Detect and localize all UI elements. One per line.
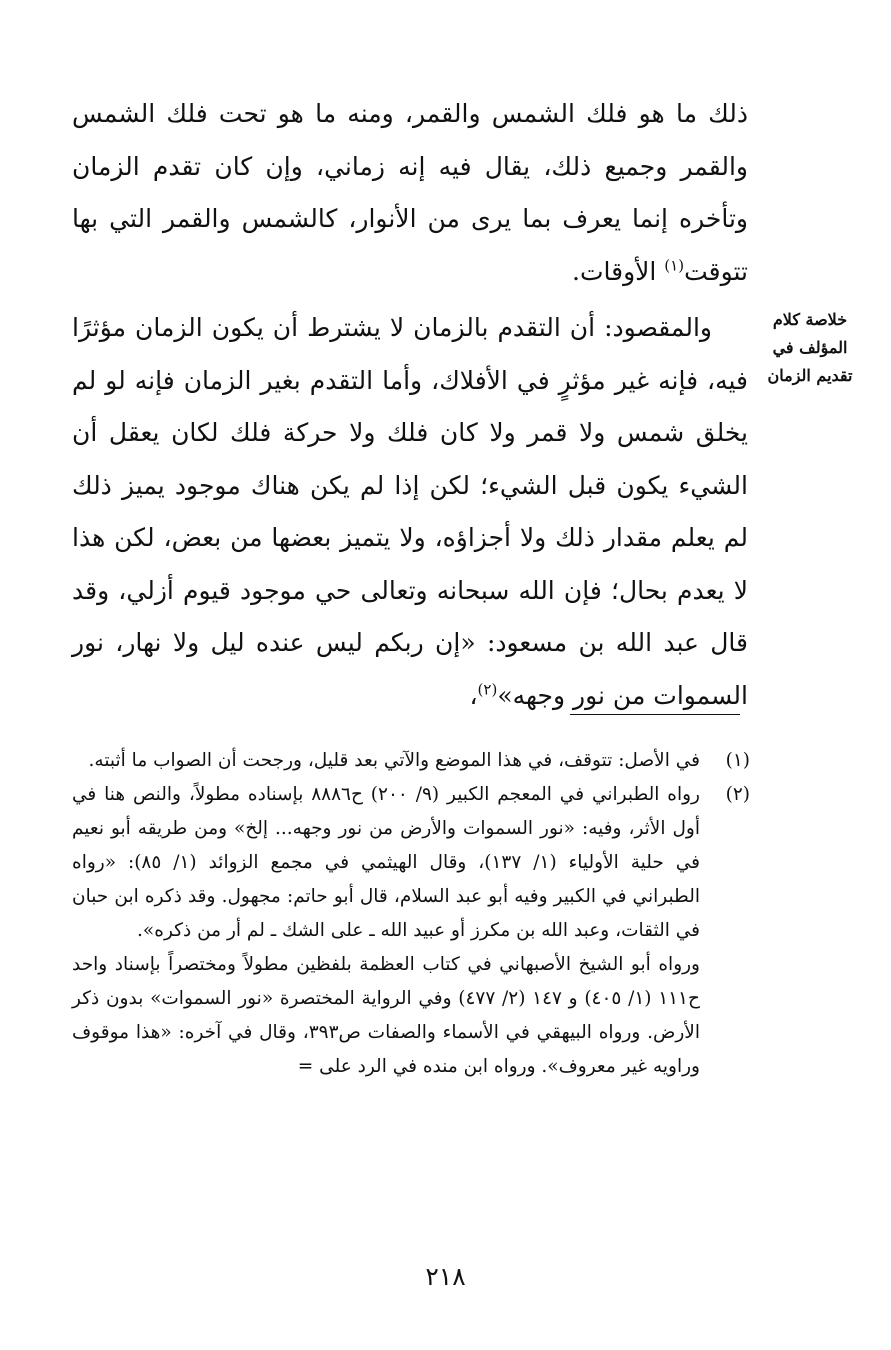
footnotes (72, 744, 750, 1084)
footnote-text: في الأصل: تتوقف، في هذا الموضع والآتي بعد قليل، ورجحت أن الصواب ما أثبته. (88, 750, 700, 771)
footnote-number: (٢) (725, 784, 750, 805)
footnote-separator (570, 714, 740, 715)
footnote-text: رواه الطبراني في المعجم الكبير (٩/ ٢٠٠) ح٨٨٨٦ بإسناده مطولاً، والنص هنا في أول الأثر، وفيه: «نور السموات والأرض من نور وجهه... إلخ» ومن طريقه أبو نعيم في حلية الأولياء (١/ ١٣٧)، وقال الهيثمي في مجمع الزوائد (١/ ٨٥): «رواه الطبراني في الكبير وفيه أبو عبد السلام، قال أبو حاتم: مجهول. وقد ذكره ابن حبان في الثقات، وعبد الله بن مكرز أو عبيد الله ـ على الشك ـ لم أر من ذكره». (72, 784, 700, 941)
margin-note: خلاصة كلام المؤلف في تقديم الزمان (767, 310, 853, 385)
footnote (72, 778, 750, 948)
page-number: ٢١٨ (425, 1262, 466, 1291)
footnote (72, 744, 750, 778)
footnote-continuation: ورواه أبو الشيخ الأصبهاني في كتاب العظمة بلفظين مطولاً ومختصراً بإسناد واحد ح١١١ (١/ ٤٠٥) و ١٤٧ (٢/ ٤٧٧) وفي الرواية المختصرة «نور السموات» بدون ذكر الأرض. ورواه البيهقي في الأسماء والصفات ص٣٩٣، وقال في آخره: «هذا موقوف وراويه غير معروف». ورواه ابن منده في الرد على = (72, 954, 700, 1077)
paragraph-text: الأوقات. (572, 256, 665, 286)
paragraph (72, 302, 748, 722)
main-text (72, 88, 748, 722)
paragraph-text: ذلك ما هو فلك الشمس والقمر، ومنه ما هو تحت فلك الشمس والقمر وجميع ذلك، يقال فيه إنه زماني، وإن كان تقدم الزمان وتأخره إنما يعرف بما يرى من الأنوار، كالشمس والقمر التي بها تتوقت (72, 99, 748, 286)
footnote-number: (١) (725, 750, 750, 771)
paragraph-text: والمقصود: أن التقدم بالزمان لا يشترط أن يكون الزمان مؤثرًا فيه، فإنه غير مؤثرٍ في الأفلاك، وأما التقدم بغير الزمان فإنه لو لم يخلق شمس ولا قمر ولا كان فلك ولا حركة فلك لكان يعقل أن الشيء يكون قبل الشيء؛ لكن إذا لم يكن هناك موجود يميز ذلك لم يعلم مقدار ذلك ولا أجزاؤه، ولا يتميز بعضها من بعض، لكن هذا لا يعدم بحال؛ فإن الله سبحانه وتعالى حي موجود قيوم أزلي، وقد قال عبد الله بن مسعود: «إن ربكم ليس عنده ليل ولا نهار، نور السموات من نور وجهه» (72, 313, 748, 710)
paragraph-text: ، (469, 680, 478, 710)
footnote-reference: (٢) (477, 680, 498, 699)
paragraph (72, 88, 748, 298)
footnote-reference: (١) (664, 256, 685, 275)
